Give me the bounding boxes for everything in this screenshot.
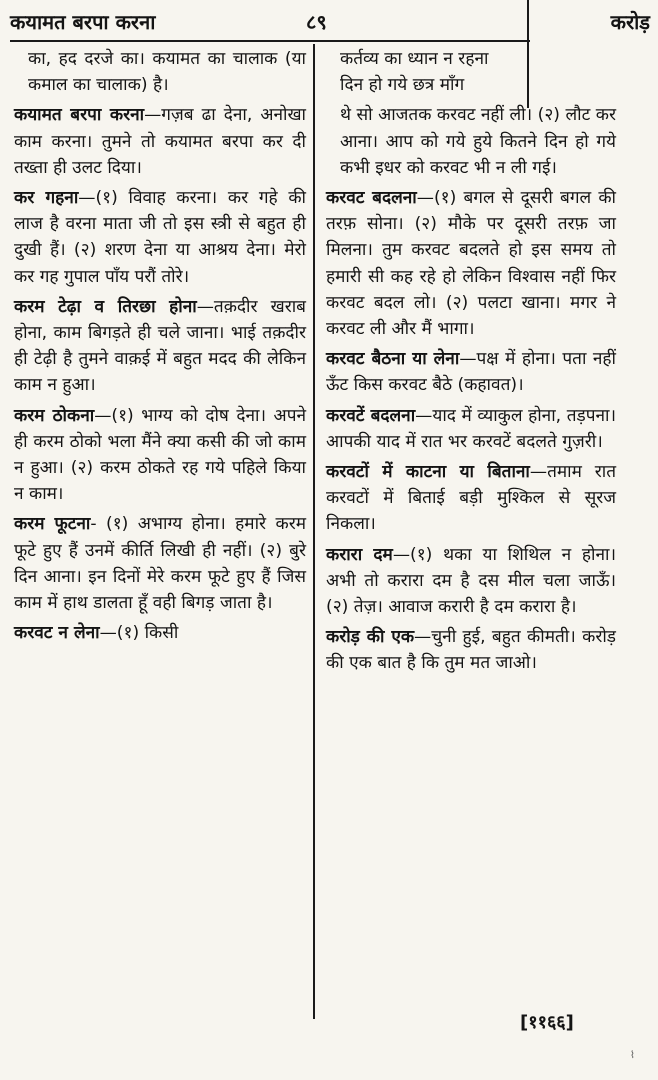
entry-definition: —(१) थका या शिथिल न होना। अभी तो करारा दम है दस मील चला जाऊँ। (२) तेज़। आवाज करारी है दम करारा है। bbox=[326, 544, 616, 618]
entry-text: थे सो आजतक करवट नहीं ली। (२) लौट कर आना। आप को गये हुये कितने दिन हो गये कभी इधर को करवट भी न ली गई। bbox=[340, 105, 616, 178]
entry-text: का, हद दरजे का। कयामत का चालाक (या कमाल का चालाक) है। bbox=[28, 49, 306, 96]
entry-definition: —गज़ब ढा देना, अनोखा काम करना। तुमने तो कयामत बरपा कर दी तख्ता ही उलट दिया। bbox=[14, 105, 306, 178]
right-column bbox=[326, 46, 616, 681]
entry-headword: करम ठोकना bbox=[14, 405, 95, 426]
entry-headword: करवट बैठना या लेना bbox=[326, 349, 460, 370]
entry bbox=[14, 102, 306, 181]
entry bbox=[326, 624, 616, 676]
entry-definition: —(१) किसी bbox=[99, 623, 179, 644]
entry bbox=[14, 511, 306, 616]
entry bbox=[326, 185, 616, 342]
entry-definition: —(१) भाग्य को दोष देना। अपने ही करम ठोको भला मैंने क्या कसी की जो काम न हुआ। (२) करम ठोकते रह गये पहिले किया न काम। bbox=[14, 405, 306, 505]
entry bbox=[326, 542, 616, 621]
entry-definition: —याद में व्याकुल होना, तड़पना। आपकी याद में रात भर करवटें बदलते गुज़री। bbox=[326, 405, 616, 452]
page-footer-code: [११६६] bbox=[520, 1012, 574, 1033]
header-running-title: कयामत बरपा करना bbox=[10, 10, 156, 34]
entry-headword: करवट बदलना bbox=[326, 188, 417, 209]
entry-headword: कयामत बरपा करना bbox=[14, 105, 145, 126]
entry bbox=[14, 294, 306, 399]
page-number: ८९ bbox=[306, 10, 327, 34]
entry-headword: करवटों में काटना या बिताना bbox=[326, 462, 530, 483]
entry-headword: करारा दम bbox=[326, 544, 393, 565]
entry-text: कर्तव्य का ध्यान न रहना bbox=[340, 49, 489, 69]
entry bbox=[14, 620, 306, 646]
page-header bbox=[10, 4, 658, 40]
entry-definition: —(१) बगल से दूसरी बगल की तरफ़ सोना। (२) मौके पर दूसरी तरफ़ जा मिलना। तुम करवट बदलते हो इस समय तो हमारी सी कह रहे हो लेकिन विश्वास नहीं फिर करवट बदल लो। (२) पलटा खाना। मगर ने करवट ली और मैं भागा। bbox=[326, 188, 616, 340]
entry-headword: करवट न लेना bbox=[14, 623, 100, 644]
entry bbox=[326, 459, 616, 538]
entry-text: दिन हो गये छत्र माँग bbox=[340, 75, 465, 96]
entry-definition: —पक्ष में होना। पता नहीं ऊँट किस करवट बैठे (कहावत)। bbox=[326, 349, 616, 396]
entry-headword: करम टेढ़ा व तिरछा होना bbox=[14, 296, 197, 317]
entry-definition: —चुनी हुई, बहुत कीमती। करोड़ की एक बात है कि तुम मत जाओ। bbox=[326, 627, 616, 674]
entry bbox=[14, 403, 306, 508]
entry-definition: - (१) अभाग्य होना। हमारे करम फूटे हुए हैं उनमें कीर्ति लिखी ही नहीं। (२) बुरे दिन आना। इन दिनों मेरे करम फूटे हुए हैं जिस काम में हाथ डालता हूँ वही बिगड़ जाता है। bbox=[14, 514, 307, 614]
entry-definition: —तमाम रात करवटों में बिताई बड़ी मुश्किल से सूरज निकला। bbox=[326, 462, 617, 535]
margin-scribble: ⌇ bbox=[630, 1050, 635, 1061]
entry-definition: —तक़दीर खराब होना, काम बिगड़ते ही चले जाना। भाई तक़दीर ही टेढ़ी है तुमने वाक़ई में बहुत मदद की लेकिन काम न हुआ। bbox=[14, 296, 306, 396]
entry bbox=[326, 346, 616, 398]
entry-headword: करोड़ की एक bbox=[326, 627, 415, 648]
entry-continuation bbox=[326, 102, 616, 181]
entry-headword: करवटें बदलना bbox=[326, 405, 416, 426]
entry-headword: कर गहना bbox=[14, 188, 79, 209]
entry-definition: —(१) विवाह करना। कर गहे की लाज है वरना माता जी तो इस स्त्री से बहुत ही दुखी हैं। (२) शरण देना या आश्रय देना। मेरो कर गह गुपाल पाँय परौं तोरे। bbox=[14, 188, 306, 287]
entry-continuation-cropped bbox=[326, 46, 526, 72]
column-divider bbox=[313, 44, 315, 1019]
header-next-entry: करोड़ bbox=[610, 10, 650, 34]
entry-continuation bbox=[14, 46, 306, 98]
left-column bbox=[14, 46, 306, 650]
entry bbox=[326, 403, 616, 455]
entry-headword: करम फूटना bbox=[14, 514, 91, 535]
entry bbox=[14, 185, 306, 290]
entry-continuation-cropped bbox=[326, 72, 526, 98]
header-rule bbox=[10, 40, 530, 42]
